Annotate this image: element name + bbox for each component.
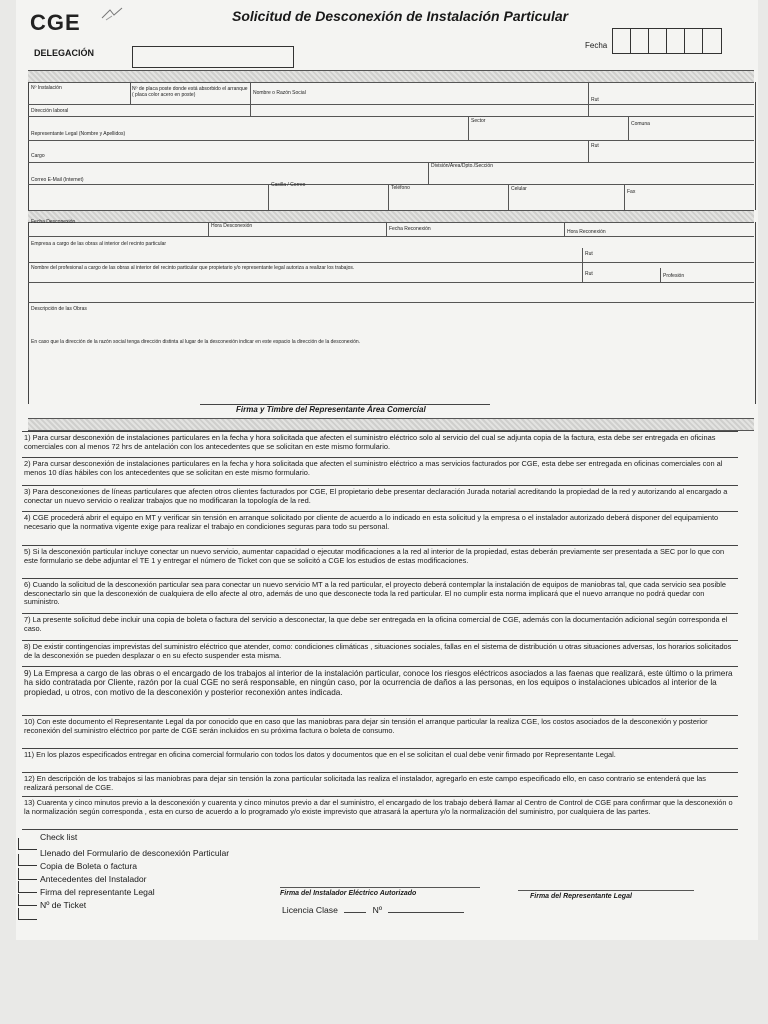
firma-representante-label: Firma del Representante Legal — [530, 893, 632, 900]
field-instalacion: Nº Instalación — [31, 85, 62, 91]
field-representante: Representante Legal (Nombre y Apellidos) — [31, 131, 126, 137]
date-box[interactable] — [612, 28, 631, 54]
note-item: 6) Cuando la solicitud de la desconexión particular sea para conectar un nuevo servicio MT a la red particular, el proyecto deberá contemplar la instalación de equipos de maniobras tal, que cada servicio sea posible desconectarlo sin que la desconexión de cualquiera de ello afecte al otro, además de uno que desconecte toda la red particular. El no cumplir esta norma implicará que el nuevo arranque no podrá quedar con suministro. — [22, 578, 738, 613]
date-box[interactable] — [666, 28, 685, 54]
date-box[interactable] — [702, 28, 722, 54]
note-item: 8) De existir contingencias imprevistas del suministro eléctrico que atender, como: condiciones climáticas , situaciones sociales, fallas en el sistema de distribución u otras situaciones adversas, los horarios solicitados de la desconexión se pueden desplazar o en su efecto suspender esta misma. — [22, 640, 738, 666]
field-empresa: Empresa a cargo de las obras al interior del recinto particular — [31, 241, 167, 247]
field-telefono: Teléfono — [391, 185, 410, 191]
checklist-item: Firma del representante Legal — [40, 887, 155, 897]
field-descripcion: Descripción de las Obras — [31, 306, 87, 312]
field-nombre: Nombre o Razón Social — [253, 90, 306, 96]
field-cargo: Cargo — [31, 153, 45, 159]
field-sector: Sector — [471, 118, 486, 124]
checklist-item: Nº de Ticket — [40, 900, 87, 910]
checklist-checkbox[interactable] — [18, 868, 37, 880]
date-box[interactable] — [648, 28, 667, 54]
field-direccion: Dirección laboral — [31, 108, 69, 114]
date-box[interactable] — [630, 28, 649, 54]
firma-comercial-label: Firma y Timbre del Representante Área Comercial — [236, 405, 426, 414]
field-celular: Celular — [511, 186, 527, 192]
note-item: 5) Si la desconexión particular incluye conectar un nuevo servicio, aumentar capacidad o ejecutar modificaciones a la red al interior de la propiedad, estas deberán previamente ser presentada a SEC por lo que con este formulario se debe adjuntar el TE 1 y entregar el número de Ticket con que se solicitó a CGE los estudios de estas modificaciones. — [22, 545, 738, 578]
licencia-field[interactable] — [344, 912, 366, 913]
pen-mark-icon — [100, 6, 128, 22]
checklist-checkbox[interactable] — [18, 881, 37, 893]
note-item: 3) Para desconexiones de líneas particulares que afecten otros clientes facturados por CGE, El propietario debe presentar declaración Jurada notarial acreditando la propiedad de la red y autorizando al encargado a conectar un nuevo servicio o realizar trabajos que no modificaran la topología de la red. — [22, 485, 738, 511]
field-casilla: Casilla / Correo — [271, 182, 306, 188]
licencia-label: Licencia Clase — [282, 905, 338, 915]
checklist-checkbox[interactable] — [18, 838, 37, 850]
note-item: 4) CGE procederá abrir el equipo en MT y verificar sin tensión en arranque solicitado por cliente de acuerdo a lo indicado en esta solicitud y la empresa o el instalador autorizado deberá disponer del equipamiento necesario que la normativa vigente exige para realizar el trabajo en condiciones seguras para todo su personal. — [22, 511, 738, 545]
field-profesion: Profesión — [663, 273, 685, 279]
checklist-title: Check list — [40, 832, 78, 842]
field-fecha-reconexion: Fecha Reconexión — [389, 226, 431, 232]
field-hora-desconexion: Hora Desconexión — [211, 223, 253, 229]
checklist-checkbox[interactable] — [18, 908, 37, 920]
field-rut: Rut — [585, 251, 593, 257]
field-fax: Fax — [627, 189, 636, 195]
field-rut: Rut — [585, 271, 593, 277]
delegacion-field[interactable] — [132, 46, 294, 68]
field-division: División/Área/Dpto./Sección — [431, 163, 493, 169]
firma-instalador-label: Firma del Instalador Eléctrico Autorizado — [280, 890, 417, 897]
note-item: 11) En los plazos especificados entregar en oficina comercial formulario con todos los datos y documentos que en el se solicitan el cual debe venir firmado por Representante Legal. — [22, 748, 738, 772]
checklist-item: Antecedentes del Instalador — [40, 874, 147, 884]
licencia-row — [282, 905, 464, 915]
checklist-item: Llenado del Formulario de desconexión Particular — [40, 848, 230, 858]
field-comuna: Comuna — [631, 121, 650, 127]
note-item: 1) Para cursar desconexión de instalaciones particulares en la fecha y hora solicitada que afecten el suministro eléctrico solo al servicio del cual se adjunta copia de la factura, esta debe ser entregada en oficinas comerciales con al menos 72 hrs de antelación con los antecedentes que se solicitan en este mismo formulario. — [22, 431, 738, 457]
note-item: 10) Con este documento el Representante Legal da por conocido que en caso que las maniobras para dejar sin tensión el arranque particular la realiza CGE, los costos asociados de la desconexión y posterior reconexión del suministro eléctrico por parte de CGE serán incluidos en su próxima factura o boleta de consumo. — [22, 715, 738, 748]
note-item: 2) Para cursar desconexión de instalaciones particulares en la fecha y hora solicitada que afecten el suministro eléctrico a mas servicios facturados por CGE, esta debe ser entregada en oficinas comerciales con al menos 10 días hábiles con los antecedentes que se solicitan en este mismo formulario. — [22, 457, 738, 485]
note-item: 12) En descripción de los trabajos si las maniobras para dejar sin tensión la zona particular solicitada las realiza el instalador, agregarlo en este campo especificado ello, en caso contrario se entenderá que las realizará personal de CGE. — [22, 772, 738, 796]
field-hora-reconexion: Hora Reconexión — [567, 229, 606, 235]
note-item: 7) La presente solicitud debe incluir una copia de boleta o factura del servicio a desconectar, la que debe ser entregada en la oficina comercial de CGE, además con la documentación adicional según corresponda el caso. — [22, 613, 738, 640]
field-placa: Nº de placa poste donde está absorbido el arranque ( placa color acero en poste) — [132, 86, 248, 98]
field-correo: Correo E-Mail (Internet) — [31, 177, 84, 183]
field-rut: Rut — [591, 143, 599, 149]
date-box[interactable] — [684, 28, 703, 54]
section-header-band — [28, 418, 754, 431]
numero-label: Nº — [372, 905, 383, 915]
checklist-checkbox[interactable] — [18, 894, 37, 906]
checklist-item: Copia de Boleta o factura — [40, 861, 137, 871]
field-fecha-desconexion: Fecha Desconexión — [31, 219, 76, 225]
field-profesional: Nombre del profesional a cargo de las obras al interior del recinto particular que propietario y/o representante legal autoriza a realizar los trabajos. — [31, 265, 355, 271]
note-item: 13) Cuarenta y cinco minutos previo a la desconexión y cuarenta y cinco minutos previo a dar el suministro, el encargado de los trabajo deberá llamar al Centro de Control de CGE para confirmar que la desconexión o la normalización según corresponda , esta en curso de acuerdo a lo programado y/o existe imprevisto que atrasará la apertura y/o la normalización del suministro, por cualquiera de las partes. — [22, 796, 738, 830]
field-rut: Rut — [591, 97, 599, 103]
delegacion-label: DELEGACIÓN — [34, 48, 95, 58]
page-title: Solicitud de Desconexión de Instalación Particular — [232, 8, 569, 24]
section-works-grid — [28, 222, 756, 404]
note-item: 9) La Empresa a cargo de las obras o el encargado de los trabajos al interior de la instalación particular, conoce los riesgos eléctricos asociados a las faenas que realizará, este último o la primera ha sido contratada por Cliente, razón por la cual CGE no será responsable, en ningún caso, por la ocurrencia de daños a las personas, en los equipos o instalaciones ubicados al interior de la propiedad, u otros, con motivo de la desconexión y posterior reconexión antes indicada. — [22, 666, 738, 715]
field-en-caso: En caso que la dirección de la razón social tenga dirección distinta al lugar de la desconexión indicar en este espacio la dirección de la desconexión. — [31, 339, 361, 345]
fecha-label: Fecha — [585, 41, 608, 50]
cge-logo: CGE — [30, 10, 81, 35]
numero-field[interactable] — [388, 912, 464, 913]
checklist-checkbox[interactable] — [18, 854, 37, 866]
